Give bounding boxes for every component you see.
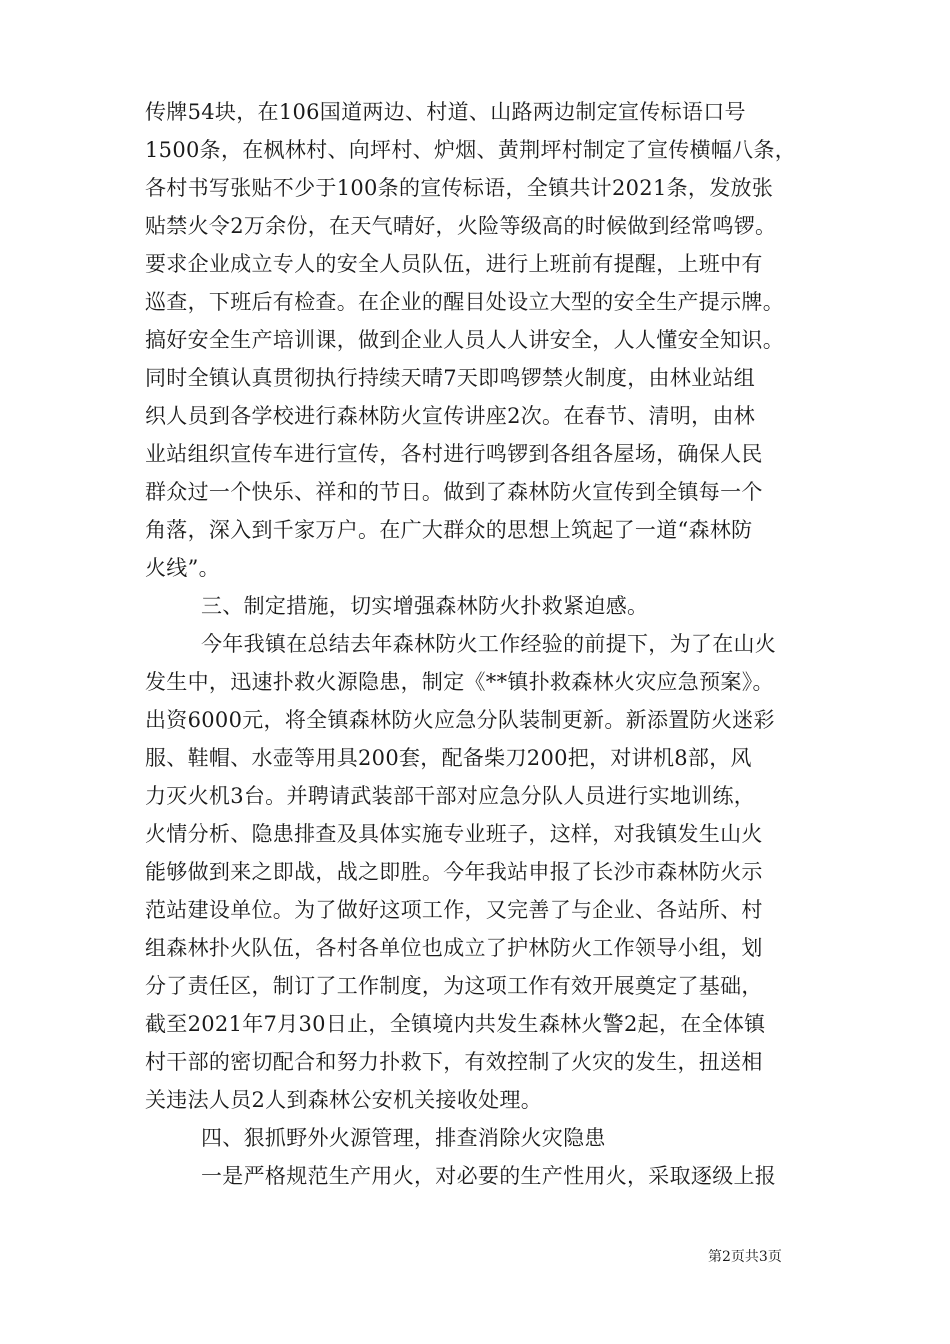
text-line: 截至2021年7月30日止，全镇境内共发生森林火警2起，在全体镇 xyxy=(145,1012,766,1036)
text-line: 1500条，在枫林村、向坪村、炉烟、黄荆坪村制定了宣传横幅八条， xyxy=(145,138,797,162)
section-heading: 三、制定措施，切实增强森林防火扑救紧迫感。 xyxy=(201,594,649,618)
text-line: 今年我镇在总结去年森林防火工作经验的前提下，为了在山火 xyxy=(201,632,777,656)
text-line: 能够做到来之即战，战之即胜。今年我站申报了长沙市森林防火示 xyxy=(145,860,763,884)
text-line: 要求企业成立专人的安全人员队伍，进行上班前有提醒，上班中有 xyxy=(145,252,763,276)
text-line: 搞好安全生产培训课，做到企业人员人人讲安全，人人懂安全知识。 xyxy=(145,328,784,352)
text-line: 同时全镇认真贯彻执行持续天晴7天即鸣锣禁火制度，由林业站组 xyxy=(145,366,756,390)
text-line: 发生中，迅速扑救火源隐患，制定《**镇扑救森林火灾应急预案》。 xyxy=(145,670,774,694)
page-number: 第2页共3页 xyxy=(708,1249,782,1265)
text-line: 群众过一个快乐、祥和的节日。做到了森林防火宣传到全镇每一个 xyxy=(145,480,763,504)
text-line: 传牌54块，在106国道两边、村道、山路两边制定宣传标语口号 xyxy=(145,100,746,124)
text-line: 组森林扑火队伍，各村各单位也成立了护林防火工作领导小组，划 xyxy=(145,936,763,960)
text-line: 贴禁火令2万余份，在天气晴好，火险等级高的时候做到经常鸣锣。 xyxy=(145,214,777,238)
text-line: 火线”。 xyxy=(145,556,220,580)
text-line: 力灭火机3台。并聘请武装部干部对应急分队人员进行实地训练， xyxy=(145,784,756,808)
text-line: 一是严格规范生产用火，对必要的生产性用火，采取逐级上报 xyxy=(201,1164,777,1188)
text-line: 巡查，下班后有检查。在企业的醒目处设立大型的安全生产提示牌。 xyxy=(145,290,784,314)
text-line: 分了责任区，制订了工作制度，为这项工作有效开展奠定了基础， xyxy=(145,974,763,998)
text-line: 关违法人员2人到森林公安机关接收处理。 xyxy=(145,1088,543,1112)
section-heading: 四、狠抓野外火源管理，排查消除火灾隐患 xyxy=(201,1126,606,1150)
text-line: 火情分析、隐患排查及具体实施专业班子，这样，对我镇发生山火 xyxy=(145,822,763,846)
text-line: 村干部的密切配合和努力扑救下，有效控制了火灾的发生，扭送相 xyxy=(145,1050,763,1074)
text-line: 服、鞋帽、水壶等用具200套，配备柴刀200把，对讲机8部，风 xyxy=(145,746,752,770)
text-line: 出资6000元，将全镇森林防火应急分队装制更新。新添置防火迷彩 xyxy=(145,708,775,732)
text-line: 角落，深入到千家万户。在广大群众的思想上筑起了一道“森林防 xyxy=(145,518,753,542)
text-line: 范站建设单位。为了做好这项工作，又完善了与企业、各站所、村 xyxy=(145,898,763,922)
text-line: 各村书写张贴不少于100条的宣传标语，全镇共计2021条，发放张 xyxy=(145,176,774,200)
text-line: 业站组织宣传车进行宣传，各村进行鸣锣到各组各屋场，确保人民 xyxy=(145,442,763,466)
text-line: 织人员到各学校进行森林防火宣传讲座2次。在春节、清明，由林 xyxy=(145,404,756,428)
